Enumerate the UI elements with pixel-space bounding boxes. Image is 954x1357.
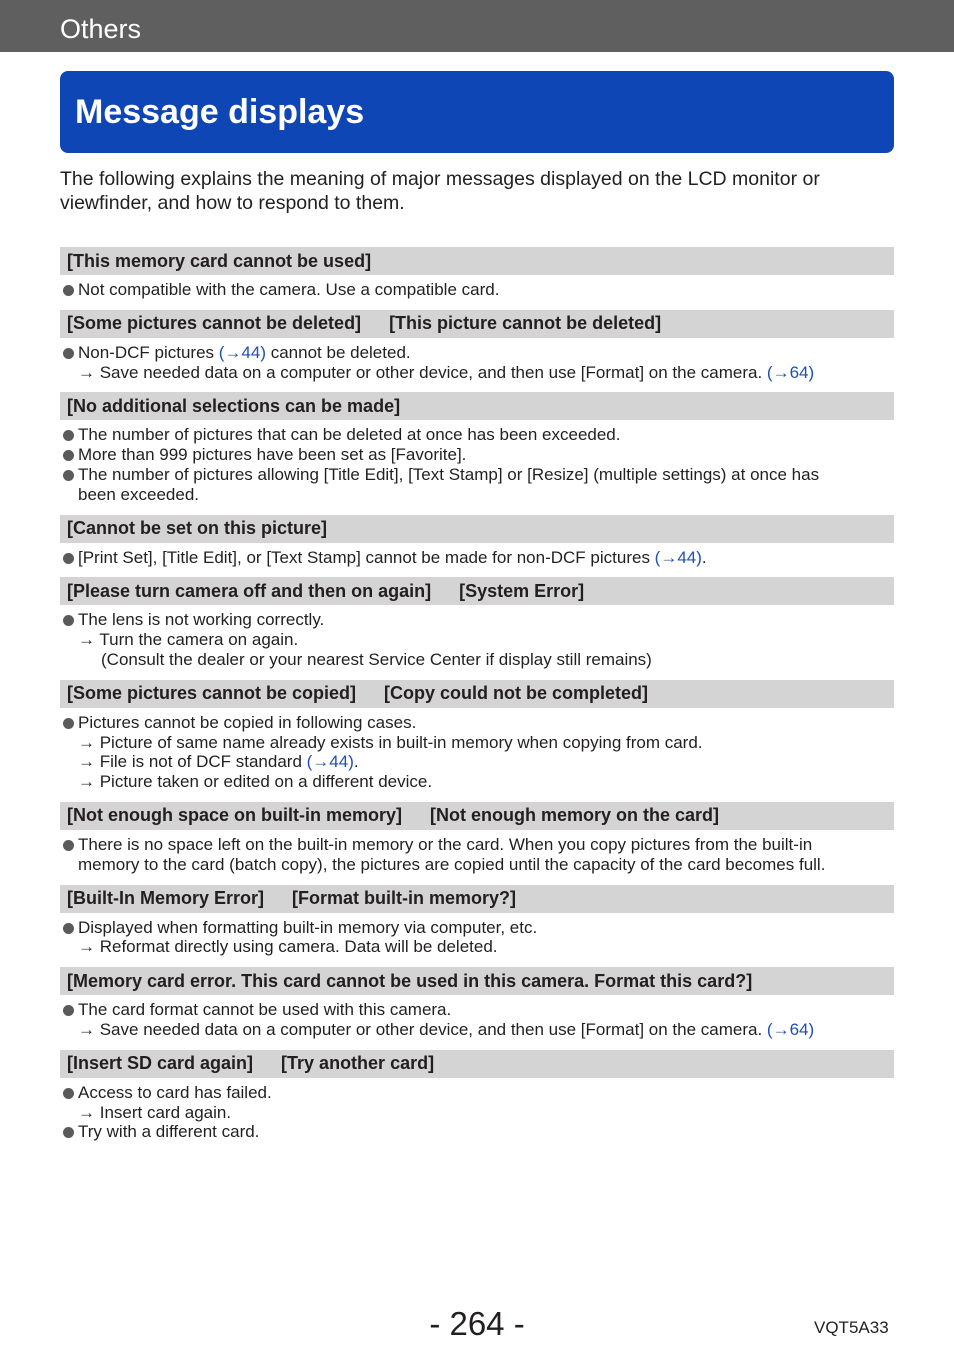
page-title: Message displays: [75, 93, 365, 131]
line-text: Access to card has failed.: [78, 1082, 272, 1102]
page-reference-link[interactable]: (→64): [766, 362, 815, 382]
line-text: The card format cannot be used with this camera.: [78, 1000, 452, 1020]
line-text: → Turn the camera on again.: [78, 630, 299, 650]
message-list: [60, 247, 894, 1152]
line-text: Not compatible with the camera. Use a compatible card.: [78, 280, 500, 299]
message-section: [60, 392, 894, 504]
document-code: VQT5A33: [814, 1318, 889, 1337]
page-reference-link[interactable]: (→44): [654, 547, 702, 567]
message-title: [No additional selections can be made]: [67, 395, 401, 416]
intro-line: viewfinder, and how to respond to them.: [60, 192, 405, 214]
title-banner: [60, 71, 894, 153]
message-title: [Memory card error. This card cannot be used in this camera. Format this card?]: [67, 970, 753, 991]
message-section: [60, 1050, 894, 1142]
message-body: [60, 830, 894, 875]
message-body: [60, 1078, 894, 1142]
top-bar: [0, 0, 954, 52]
line-text: Try with a different card.: [78, 1122, 260, 1142]
line-text: → Insert card again.: [78, 1102, 232, 1122]
line-text: cannot be deleted.: [266, 342, 411, 362]
message-section: [60, 577, 894, 669]
message-title: [Copy could not be completed]: [384, 683, 649, 704]
action-item: [60, 363, 894, 383]
message-body: [60, 913, 894, 958]
line-text: Displayed when formatting built-in memory via computer, etc.: [78, 917, 538, 937]
page-reference-link[interactable]: (→64): [766, 1019, 815, 1039]
line-text: → File is not of DCF standard: [78, 752, 307, 772]
line-text: The number of pictures allowing [Title Edit], [Text Stamp] or [Resize] (multiple settings) at once has: [78, 464, 820, 484]
message-title: [Some pictures cannot be copied]: [67, 683, 357, 704]
message-body: [60, 338, 894, 383]
note-line: [60, 650, 894, 670]
line-text: (Consult the dealer or your nearest Service Center if display still remains): [101, 649, 652, 669]
page-reference-link[interactable]: (→44): [306, 752, 354, 772]
bullet-item: [60, 918, 894, 938]
message-header: [60, 310, 894, 338]
message-title: [Format built-in memory?]: [292, 888, 517, 909]
message-title: [Built-In Memory Error]: [67, 888, 265, 909]
action-item: [60, 733, 894, 753]
message-header: [60, 577, 894, 605]
message-title: [Insert SD card again]: [67, 1053, 254, 1074]
line-text: More than 999 pictures have been set as [Favorite].: [78, 445, 467, 465]
line-text: → Picture taken or edited on a different device.: [78, 772, 433, 792]
message-section: [60, 885, 894, 958]
message-body: [60, 995, 894, 1040]
line-text: There is no space left on the built-in memory or the card. When you copy pictures from the built-in: [78, 834, 813, 854]
bullet-item: [60, 1083, 894, 1103]
line-text: memory to the card (batch copy), the pictures are copied until the capacity of the card becomes full.: [78, 854, 826, 874]
message-section: [60, 680, 894, 792]
message-title: [Not enough space on built-in memory]: [67, 805, 403, 826]
line-text: The lens is not working correctly.: [78, 610, 325, 630]
message-body: [60, 275, 894, 300]
line-text: The number of pictures that can be deleted at once has been exceeded.: [78, 425, 621, 445]
intro-line: The following explains the meaning of major messages displayed on the LCD monitor or: [60, 168, 820, 190]
action-item: [60, 772, 894, 792]
line-text: Pictures cannot be copied in following cases.: [78, 712, 417, 732]
line-text: → Save needed data on a computer or other device, and then use [Format] on the camera.: [78, 1019, 767, 1039]
message-title: [This memory card cannot be used]: [67, 250, 372, 271]
bullet-item: [60, 465, 894, 485]
line-text: [Print Set], [Title Edit], or [Text Stamp] cannot be made for non-DCF pictures: [78, 547, 655, 567]
message-title: [Please turn camera off and then on again]: [67, 580, 432, 601]
message-body: [60, 708, 894, 792]
continuation-line: [60, 855, 894, 875]
message-header: [60, 967, 894, 995]
message-header: [60, 802, 894, 830]
bullet-item: [60, 713, 894, 733]
line-text: → Save needed data on a computer or other device, and then use [Format] on the camera.: [78, 362, 767, 382]
message-header: [60, 392, 894, 420]
bullet-item: [60, 1122, 894, 1142]
message-title: [System Error]: [459, 580, 585, 601]
message-body: [60, 543, 894, 568]
message-body: [60, 605, 894, 669]
bullet-item: [60, 280, 894, 300]
message-section: [60, 967, 894, 1040]
bullet-item: [60, 835, 894, 855]
line-text: Non-DCF pictures: [78, 342, 219, 362]
line-text: → Reformat directly using camera. Data will be deleted.: [78, 937, 498, 957]
message-body: [60, 420, 894, 504]
action-item: [60, 937, 894, 957]
intro-paragraph: [60, 167, 894, 215]
line-text: .: [701, 547, 707, 567]
message-title: [Some pictures cannot be deleted]: [67, 313, 362, 334]
message-section: [60, 247, 894, 300]
message-title: [This picture cannot be deleted]: [389, 313, 662, 334]
line-text: .: [353, 752, 359, 772]
page-reference-link[interactable]: (→44): [218, 342, 266, 362]
line-text: been exceeded.: [78, 484, 199, 504]
bullet-item: [60, 445, 894, 465]
action-item: [60, 752, 894, 772]
bullet-item: [60, 343, 894, 363]
message-header: [60, 680, 894, 708]
line-text: → Picture of same name already exists in built-in memory when copying from card.: [78, 732, 703, 752]
continuation-line: [60, 485, 894, 505]
bullet-item: [60, 1000, 894, 1020]
message-title: [Cannot be set on this picture]: [67, 518, 328, 539]
bullet-item: [60, 425, 894, 445]
section-label: Others: [60, 14, 142, 44]
page-number: - 264 -: [429, 1305, 525, 1342]
bullet-item: [60, 610, 894, 630]
message-title: [Not enough memory on the card]: [430, 805, 720, 826]
bullet-item: [60, 548, 894, 568]
message-header: [60, 247, 894, 275]
message-section: [60, 515, 894, 568]
message-header: [60, 515, 894, 543]
message-title: [Try another card]: [281, 1053, 435, 1074]
action-item: [60, 1020, 894, 1040]
message-section: [60, 310, 894, 383]
action-item: [60, 630, 894, 650]
message-section: [60, 802, 894, 875]
message-header: [60, 885, 894, 913]
message-header: [60, 1050, 894, 1078]
action-item: [60, 1103, 894, 1123]
